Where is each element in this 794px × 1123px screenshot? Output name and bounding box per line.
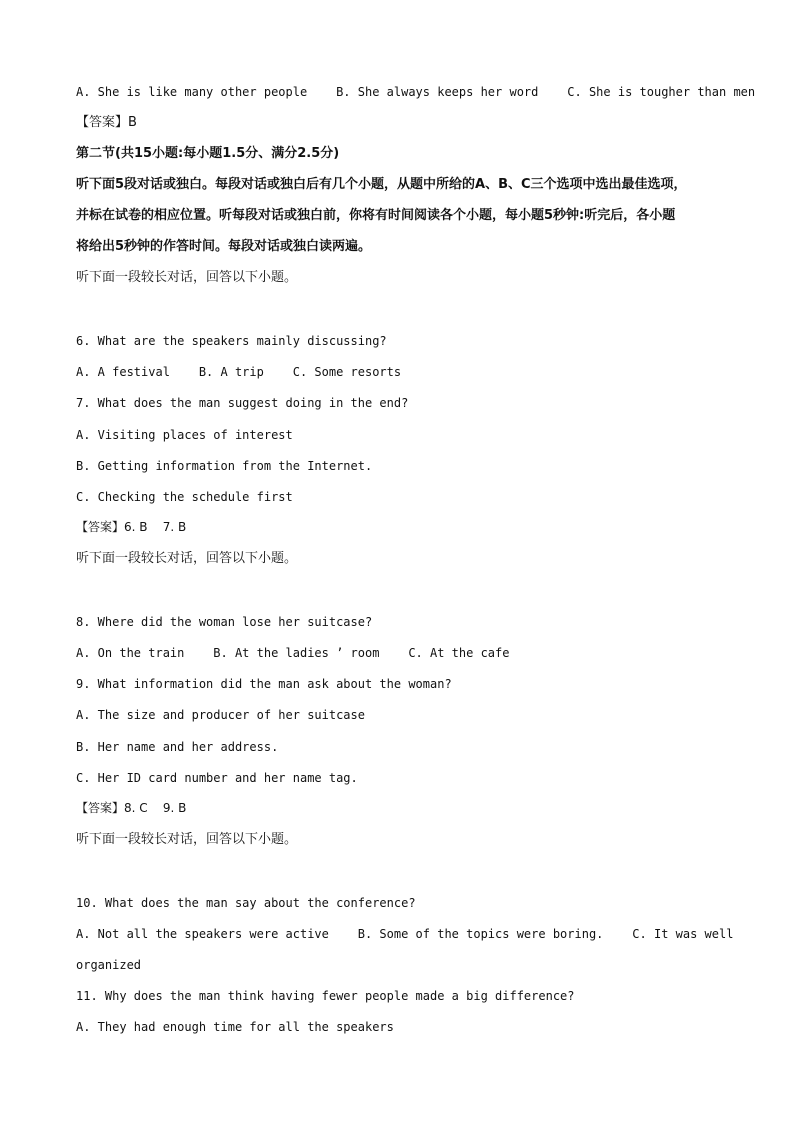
question-7-stem: 7. What does the man suggest doing in the end?: [76, 396, 409, 410]
question-8-stem: 8. Where did the woman lose her suitcase?: [76, 615, 373, 629]
listen-prompt-1: 听下面一段较长对话，回答以下小题。: [76, 270, 298, 285]
answer-key-5: 【答案】B: [76, 115, 137, 130]
question-6-options: A. A festival B. A trip C. Some resorts: [76, 365, 402, 379]
question-5-options: A. She is like many other people B. She always keeps her word C. She is tougher than men: [76, 85, 756, 99]
question-11-option-a: A. They had enough time for all the speakers: [76, 1020, 394, 1034]
question-10-options-line-2: organized: [76, 958, 142, 972]
question-7-option-b: B. Getting information from the Internet.: [76, 459, 373, 473]
question-9-option-b: B. Her name and her address.: [76, 740, 279, 754]
question-10-stem: 10. What does the man say about the conference?: [76, 896, 416, 910]
question-7-option-c: C. Checking the schedule first: [76, 490, 293, 504]
question-10-options-line-1: A. Not all the speakers were active B. Some of the topics were boring. C. It was well: [76, 927, 734, 941]
instructions-line-1: 听下面5段对话或独白。每段对话或独白后有几个小题，从题中所给的A、B、C三个选项中选出最佳选项，: [76, 177, 687, 192]
question-11-stem: 11. Why does the man think having fewer people made a big difference?: [76, 989, 575, 1003]
answer-key-8-9: 【答案】8. C 9. B: [76, 801, 187, 815]
listen-prompt-3: 听下面一段较长对话，回答以下小题。: [76, 832, 298, 847]
instructions-line-3: 将给出5秒钟的作答时间。每段对话或独白读两遍。: [76, 239, 372, 254]
question-9-option-a: A. The size and producer of her suitcase: [76, 708, 365, 722]
instructions-line-2: 并标在试卷的相应位置。听每段对话或独白前，你将有时间阅读各个小题，每小题5秒钟:听完后，各小题: [76, 208, 676, 223]
question-9-stem: 9. What information did the man ask about the woman?: [76, 677, 452, 691]
answer-key-6-7: 【答案】6. B 7. B: [76, 520, 187, 534]
question-9-option-c: C. Her ID card number and her name tag.: [76, 771, 358, 785]
question-6-stem: 6. What are the speakers mainly discussing?: [76, 334, 387, 348]
section-heading: 第二节(共15小题:每小题1.5分、满分2.5分): [76, 146, 340, 161]
question-7-option-a: A. Visiting places of interest: [76, 428, 293, 442]
question-8-options: A. On the train B. At the ladies ’ room C. At the cafe: [76, 646, 510, 660]
listen-prompt-2: 听下面一段较长对话，回答以下小题。: [76, 551, 298, 566]
